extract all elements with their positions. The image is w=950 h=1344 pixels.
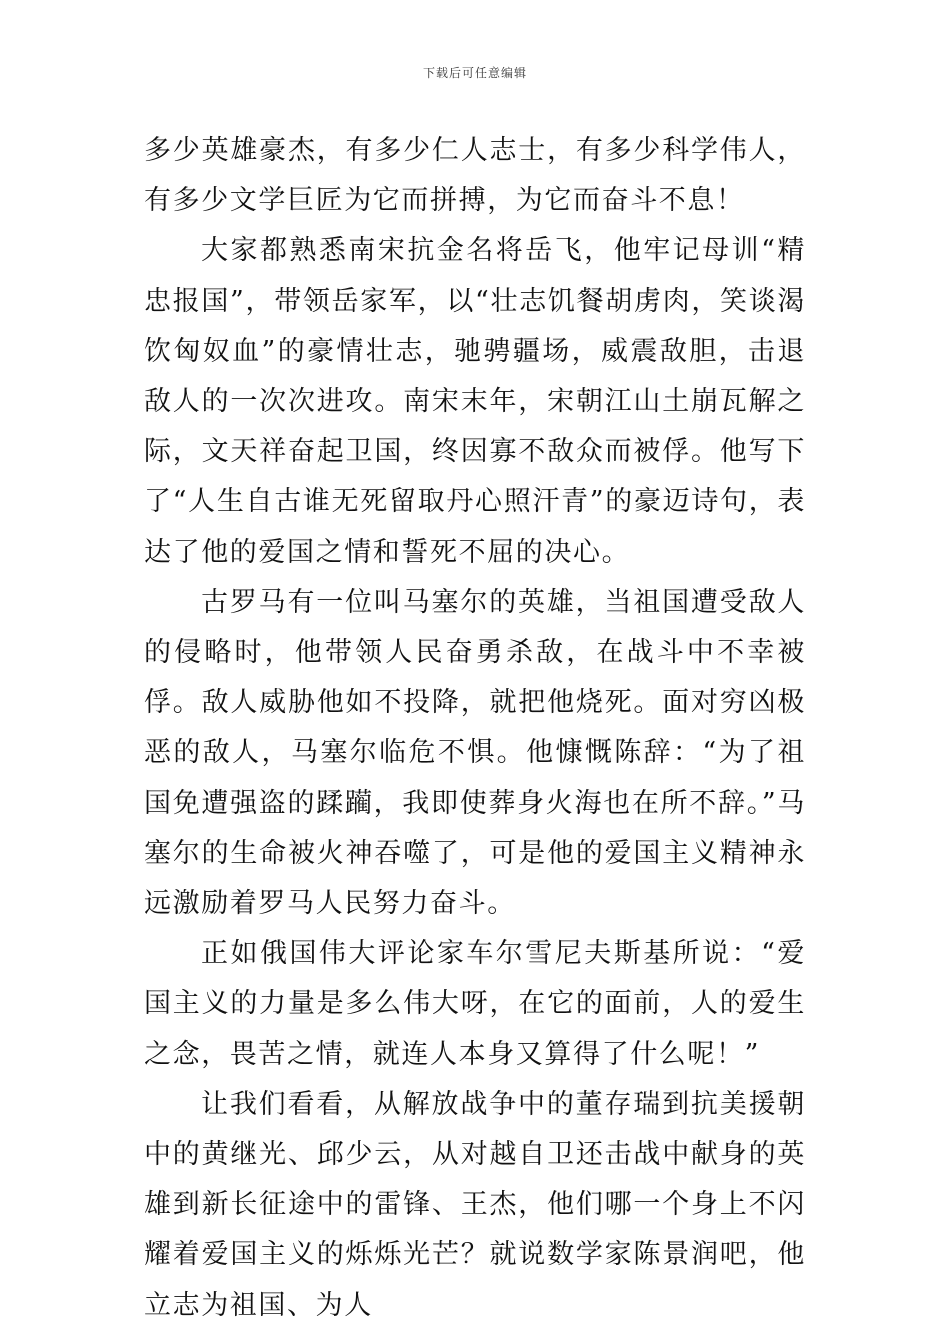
- paragraph-2: 大家都熟悉南宋抗金名将岳飞，他牢记母训“精忠报国”，带领岳家军，以“壮志饥餐胡虏肉，笑谈渴饮匈奴血”的豪情壮志，驰骋疆场，威震敌胆，击退敌人的一次次进攻。南宋末年，宋朝江山土崩瓦解之际，文天祥奋起卫国，终因寡不敌众而被俘。他写下了“人生自古谁无死留取丹心照汗青”的豪迈诗句，表达了他的爱国之情和誓死不屈的决心。: [144, 235, 806, 568]
- page-header: 下载后可任意编辑: [422, 66, 527, 80]
- paragraph-4: 正如俄国伟大评论家车尔雪尼夫斯基所说：“爱国主义的力量是多么伟大呀，在它的面前，人的爱生之念，畏苦之情，就连人本身又算得了什么呢！”: [144, 938, 806, 1070]
- document-body: [144, 126, 806, 1331]
- paragraph-5: 让我们看看，从解放战争中的董存瑞到抗美援朝中的黄继光、邱少云，从对越自卫还击战中献身的英雄到新长征途中的雷锋、王杰，他们哪一个身上不闪耀着爱国主义的烁烁光芒？就说数学家陈景润吧，他立志为祖国、为人: [144, 1088, 806, 1321]
- paragraph-3: 古罗马有一位叫马塞尔的英雄，当祖国遭受敌人的侵略时，他带领人民奋勇杀敌，在战斗中不幸被俘。敌人威胁他如不投降，就把他烧死。面对穷凶极恶的敌人，马塞尔临危不惧。他慷慨陈辞：“为了祖国免遭强盗的蹂躏，我即使葬身火海也在所不辞。”马塞尔的生命被火神吞噬了，可是他的爱国主义精神永远激励着罗马人民努力奋斗。: [144, 586, 806, 920]
- paragraph-1: 多少英雄豪杰，有多少仁人志士，有多少科学伟人，有多少文学巨匠为它而拼搏，为它而奋斗不息！: [144, 135, 806, 217]
